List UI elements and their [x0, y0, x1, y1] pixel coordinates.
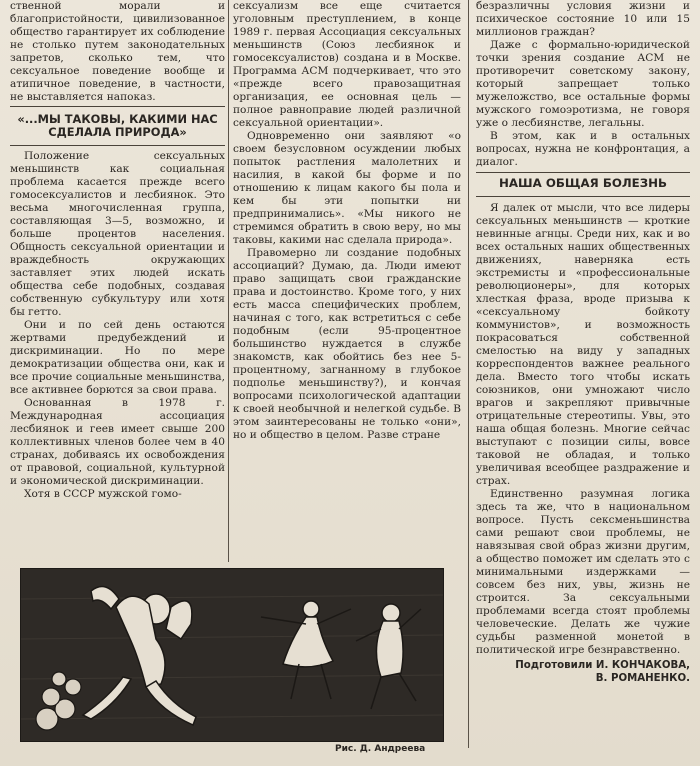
paragraph: Правомерно ли создание подобных ассоциаций? Думаю, да. Люди имеют право защищать свои гражданские права и достоинство. Кроме того, у них есть масса специфических проблем, начиная с того, как встретиться с себе подобным (если 95-процентное большинство нуждается в службе знакомств, как обойтись без нее 5-процентному, загнанному в глубокое подполье меньшинству?), и кончая вопросами психологической адаптации к своей необычной и нелегкой судьбе. В этом заинтересованы не только «они», но и общество в целом. Разве стране — [233, 247, 461, 441]
illustration-caption: Рис. Д. Андреева — [335, 744, 426, 754]
article-column-3 — [476, 0, 690, 685]
paragraph: Положение сексуальных меньшинств как социальная проблема касается прежде всего гомосексуалистов и лесбиянок. Это весьма многочисленная группа, составляющая 3—5, возможно, и больше процентов населения. Общность сексуальной ориентации и враждебность окружающих заставляет этих людей искать общества себе подобных, создавая собственную субкультуру или хотя бы гетто. — [10, 150, 225, 318]
section-heading-common-disease: НАША ОБЩАЯ БОЛЕЗНЬ — [499, 176, 667, 190]
section-rule — [10, 145, 225, 146]
paragraph: Я далек от мысли, что все лидеры сексуальных меньшинств — кроткие невинные агнцы. Среди них, как и во всех остальных наших общественных движениях, наверняка есть экстремисты и «профессиональные революционеры», для которых хлесткая фраза, вроде призыва к «сексуальному бойкоту коммунистов», и возможность покрасоваться собственной смелостью на виду у западных корреспондентов важнее реального дела. Вместо того чтобы искать союзников, они умножают число врагов и закрепляют привычные отрицательные стереотипы. Увы, это наша общая болезнь. Многие сейчас выступают с позиции силы, вовсе таковой не обладая, и только увеличивая всеобщее раздражение и страх. — [476, 202, 690, 487]
section-heading-nature: «...МЫ ТАКОВЫ, КАКИМИ НАС СДЕЛАЛА ПРИРОДА» — [17, 112, 218, 139]
paragraph: Они и по сей день остаются жертвами предубеждений и дискриминации. Но по мере демократизации общества они, как и все прочие социальные меньшинства, все активнее борются за свои права. — [10, 319, 225, 396]
paragraph: Единственно разумная логика здесь та же, что в национальном вопросе. Пусть сексменьшинства сами решают свои проблемы, не навязывая свой образ жизни другим, а общество поможет им сделать это с минимальными издержками — совсем без них, увы, жизнь не строится. За сексуальными проблемами всегда стоят проблемы человеческие. Делать же чужие судьбы разменной монетой в политической игре безнравственно. — [476, 488, 690, 656]
paragraph: Основанная в 1978 г. Международная ассоциация лесбиянок и геев имеет свыше 200 коллективных членов более чем в 40 странах, добиваясь их освобождения от правовой, социальной, культурной и экономической дискриминации. — [10, 397, 225, 487]
paragraph: В этом, как и в остальных вопросах, нужна не конфронтация, а диалог. — [476, 130, 690, 168]
section-rule — [476, 196, 690, 197]
signature-line-1: Подготовили И. КОНЧАКОВА, — [515, 660, 690, 671]
paragraph: Одновременно они заявляют «о своем безусловном осуждении любых попыток растления малолетних и насилия, в какой бы форме и по отношению к лицам какого бы пола и кем бы эти попытки ни предпринимались». «Мы никого не стремимся обратить в свою веру, но мы таковы, какими нас сделала природа». — [233, 130, 461, 246]
paragraph: Даже с формально-юридической точки зрения создание АСМ не противоречит советскому закону, который запрещает только мужеложство, все остальные формы мужского гомоэротизма, не говоря уже о лесбиянстве, легальны. — [476, 39, 690, 129]
paragraph: сексуализм все еще считается уголовным преступлением, в конце 1989 г. первая Ассоциация сексуальных меньшинств (Союз лесбиянок и гомосексуалистов) создана и в Москве. Программа АСМ подчеркивает, что это «прежде всего правозащитная организация, ее основная цель — полное равноправие людей различной сексуальной ориентации». — [233, 0, 461, 129]
section-rule — [10, 106, 225, 107]
illustration-drawing — [21, 569, 443, 741]
illustration — [20, 568, 444, 742]
column-rule-2 — [468, 0, 469, 748]
section-rule — [476, 172, 690, 173]
article-column-2 — [233, 0, 461, 442]
paragraph: безразличны условия жизни и психическое состояние 10 или 15 миллионов граждан? — [476, 0, 690, 38]
signature-line-2: В. РОМАНЕНКО. — [595, 673, 690, 684]
paragraph: ственной морали и благопристойности, цивилизованное общество гарантирует их соблюдение не столько путем законодательных запретов, сколько тем, что сексуальное поведение вообще и атипичное поведение, в частности, не выставляется напоказ. — [10, 0, 225, 103]
paragraph: Хотя в СССР мужской гомо- — [24, 488, 182, 500]
column-rule-1 — [228, 0, 229, 562]
article-column-1 — [10, 0, 225, 501]
